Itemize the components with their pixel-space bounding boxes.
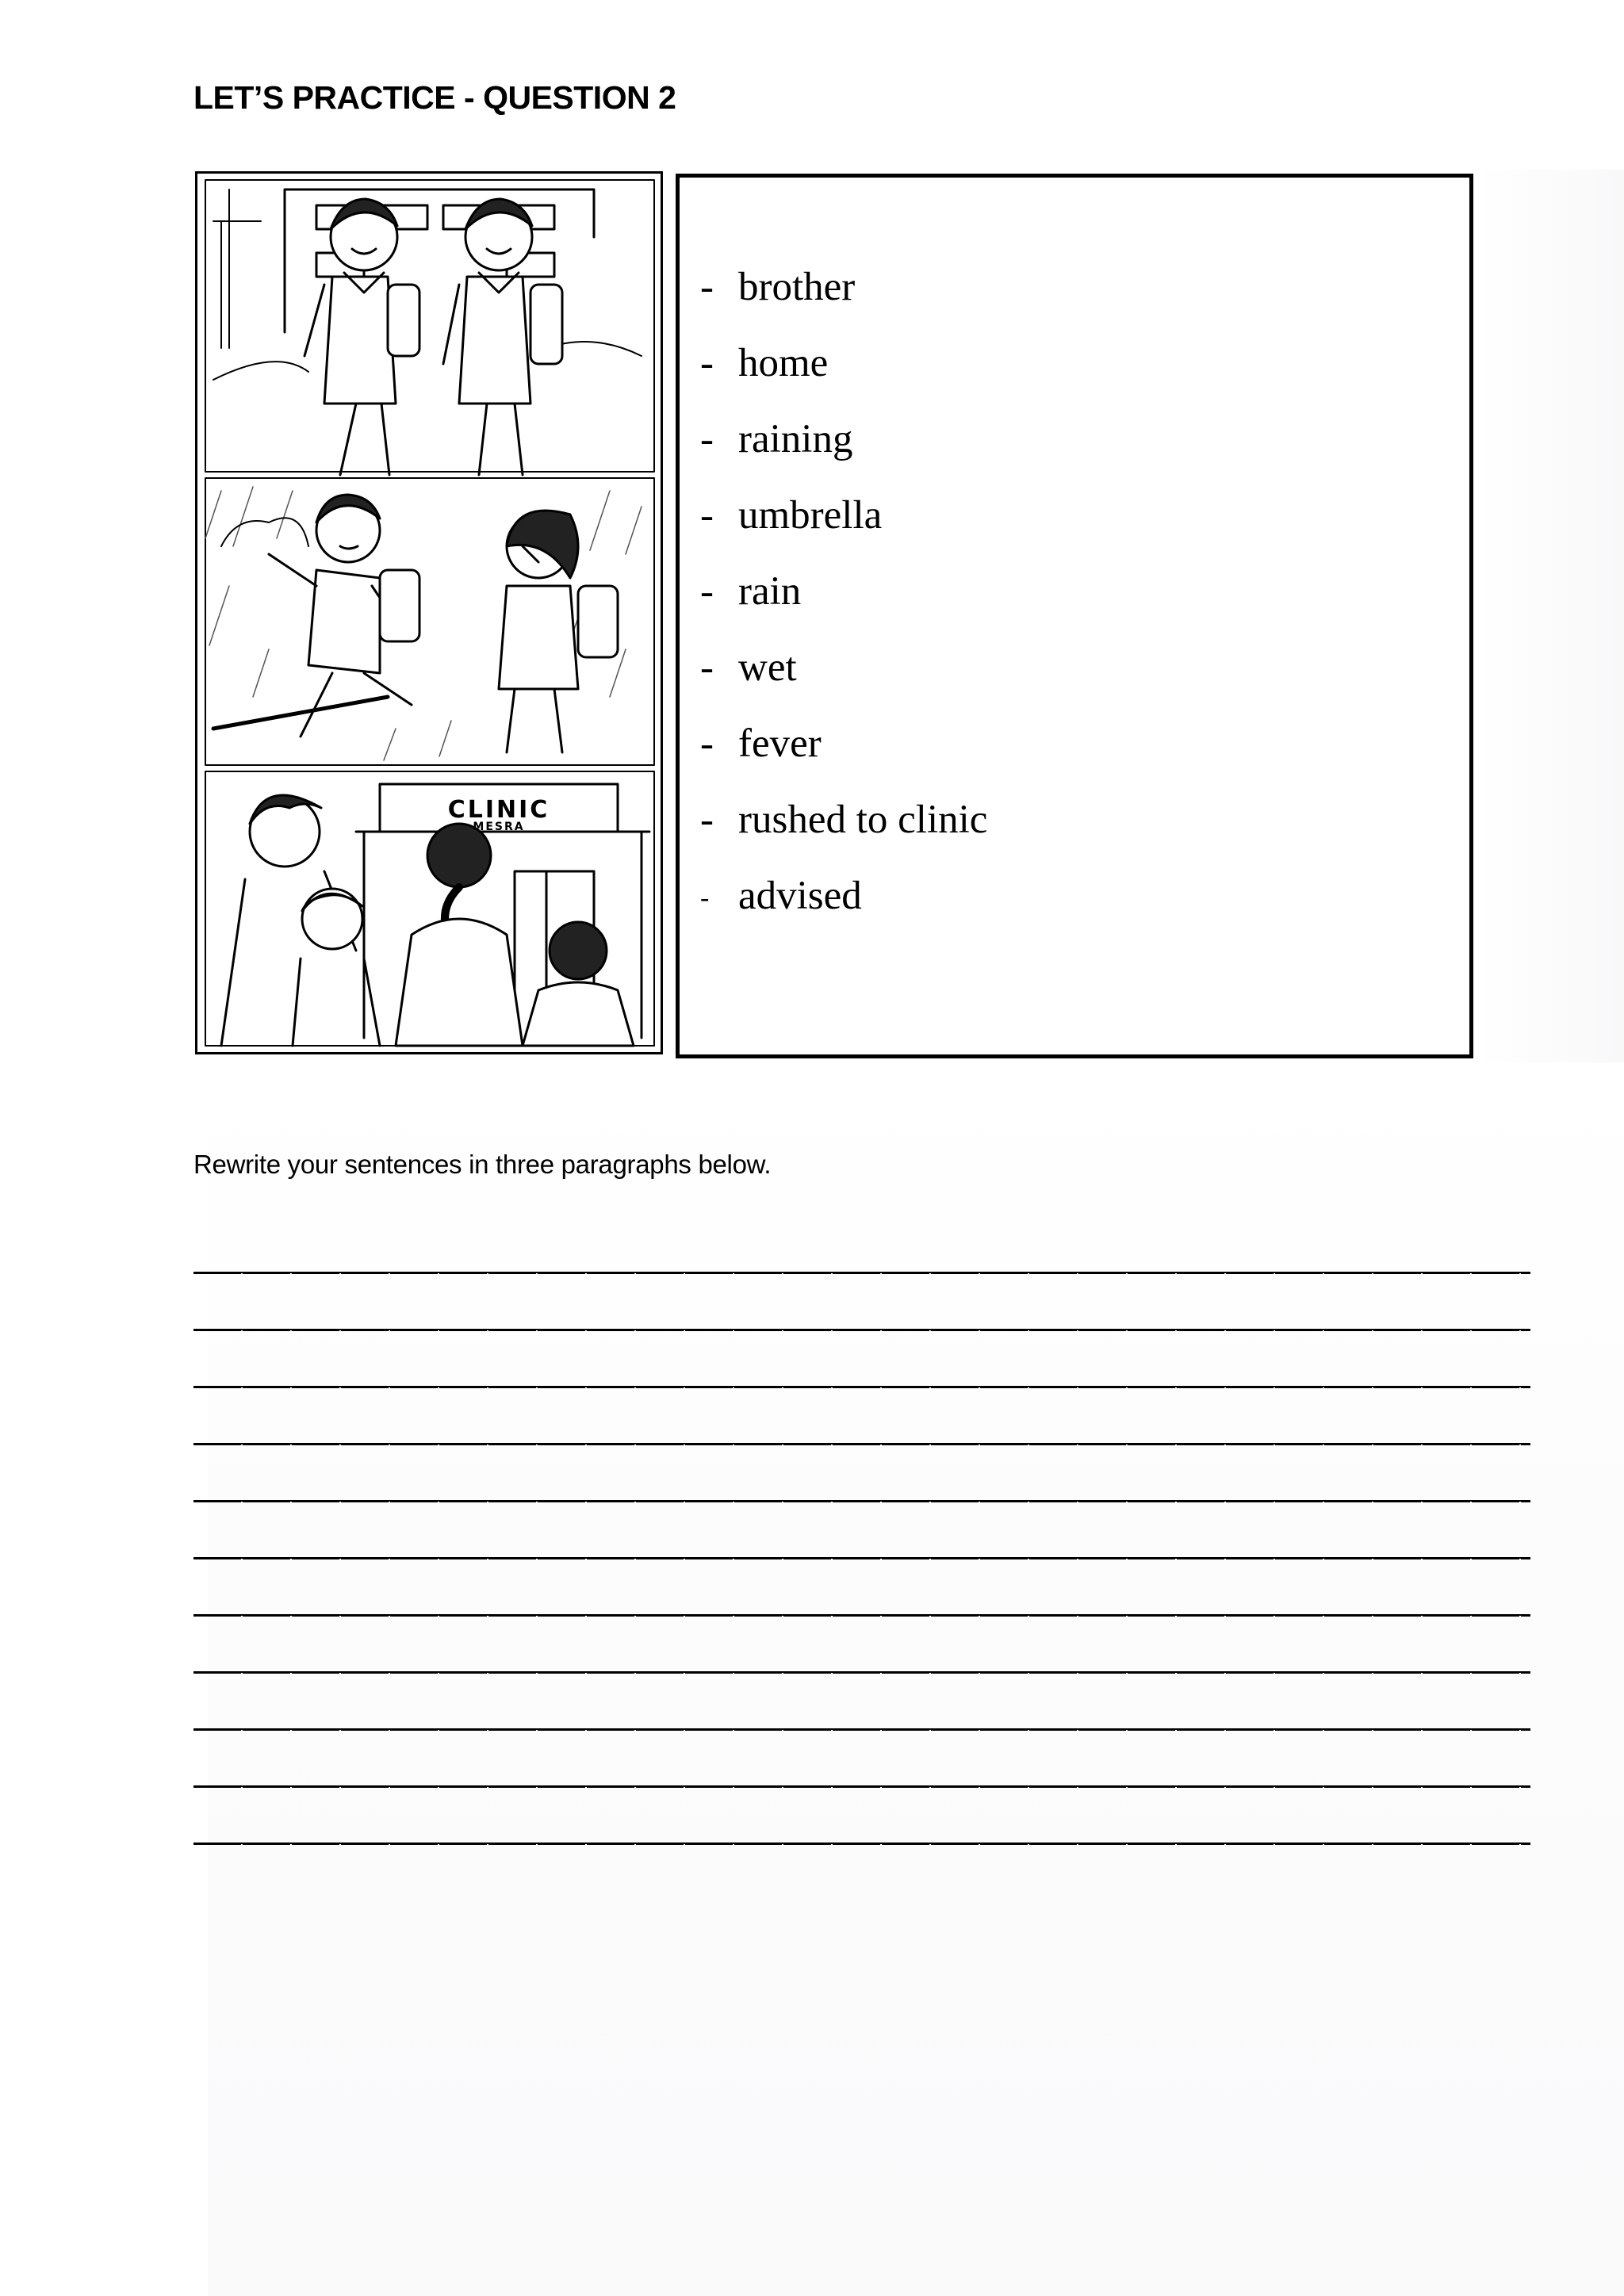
list-item: - advised (700, 874, 862, 918)
word: fever (738, 721, 822, 766)
writing-line[interactable] (193, 1387, 1530, 1445)
word-list-box (676, 174, 1473, 1058)
writing-line[interactable] (193, 1216, 1530, 1273)
word: advised (738, 874, 862, 918)
word: rain (738, 569, 802, 614)
writing-line[interactable] (193, 1502, 1530, 1559)
comic-strip-illustration (197, 174, 661, 1052)
writing-line[interactable] (193, 1787, 1530, 1844)
writing-line[interactable] (193, 1616, 1530, 1673)
picture-panel (195, 171, 663, 1054)
writing-line[interactable] (193, 1559, 1530, 1616)
word: umbrella (738, 493, 883, 538)
page-title: LET’S PRACTICE - QUESTION 2 (193, 79, 676, 116)
list-item: - umbrella (700, 493, 883, 538)
writing-line[interactable] (193, 1445, 1530, 1502)
list-item: - raining (700, 417, 853, 461)
panel-running-in-rain (205, 478, 654, 765)
writing-line[interactable] (193, 1273, 1530, 1330)
word: rushed to clinic (738, 798, 988, 842)
word-list (700, 263, 987, 948)
instruction-text: Rewrite your sentences in three paragraphs below. (193, 1150, 772, 1179)
word: wet (738, 645, 797, 690)
word: home (738, 341, 829, 385)
writing-lines (193, 1216, 1530, 1844)
panel-at-clinic (205, 771, 654, 1046)
writing-line[interactable] (193, 1330, 1530, 1387)
word: raining (738, 417, 853, 461)
list-item: - home (700, 341, 829, 385)
clinic-subsign-text: MESRA (473, 821, 525, 833)
list-item: - brother (700, 265, 856, 309)
word: brother (738, 265, 856, 309)
page-edge-shadow (1477, 170, 1624, 1062)
list-item: - wet (700, 645, 797, 690)
panel-brothers-walking (205, 180, 654, 475)
writing-line[interactable] (193, 1673, 1530, 1730)
list-item: - rain (700, 569, 802, 614)
writing-line[interactable] (193, 1730, 1530, 1787)
clinic-sign-text: CLINIC (447, 796, 550, 824)
list-item: - fever (700, 721, 822, 766)
list-item: - rushed to clinic (700, 798, 988, 842)
